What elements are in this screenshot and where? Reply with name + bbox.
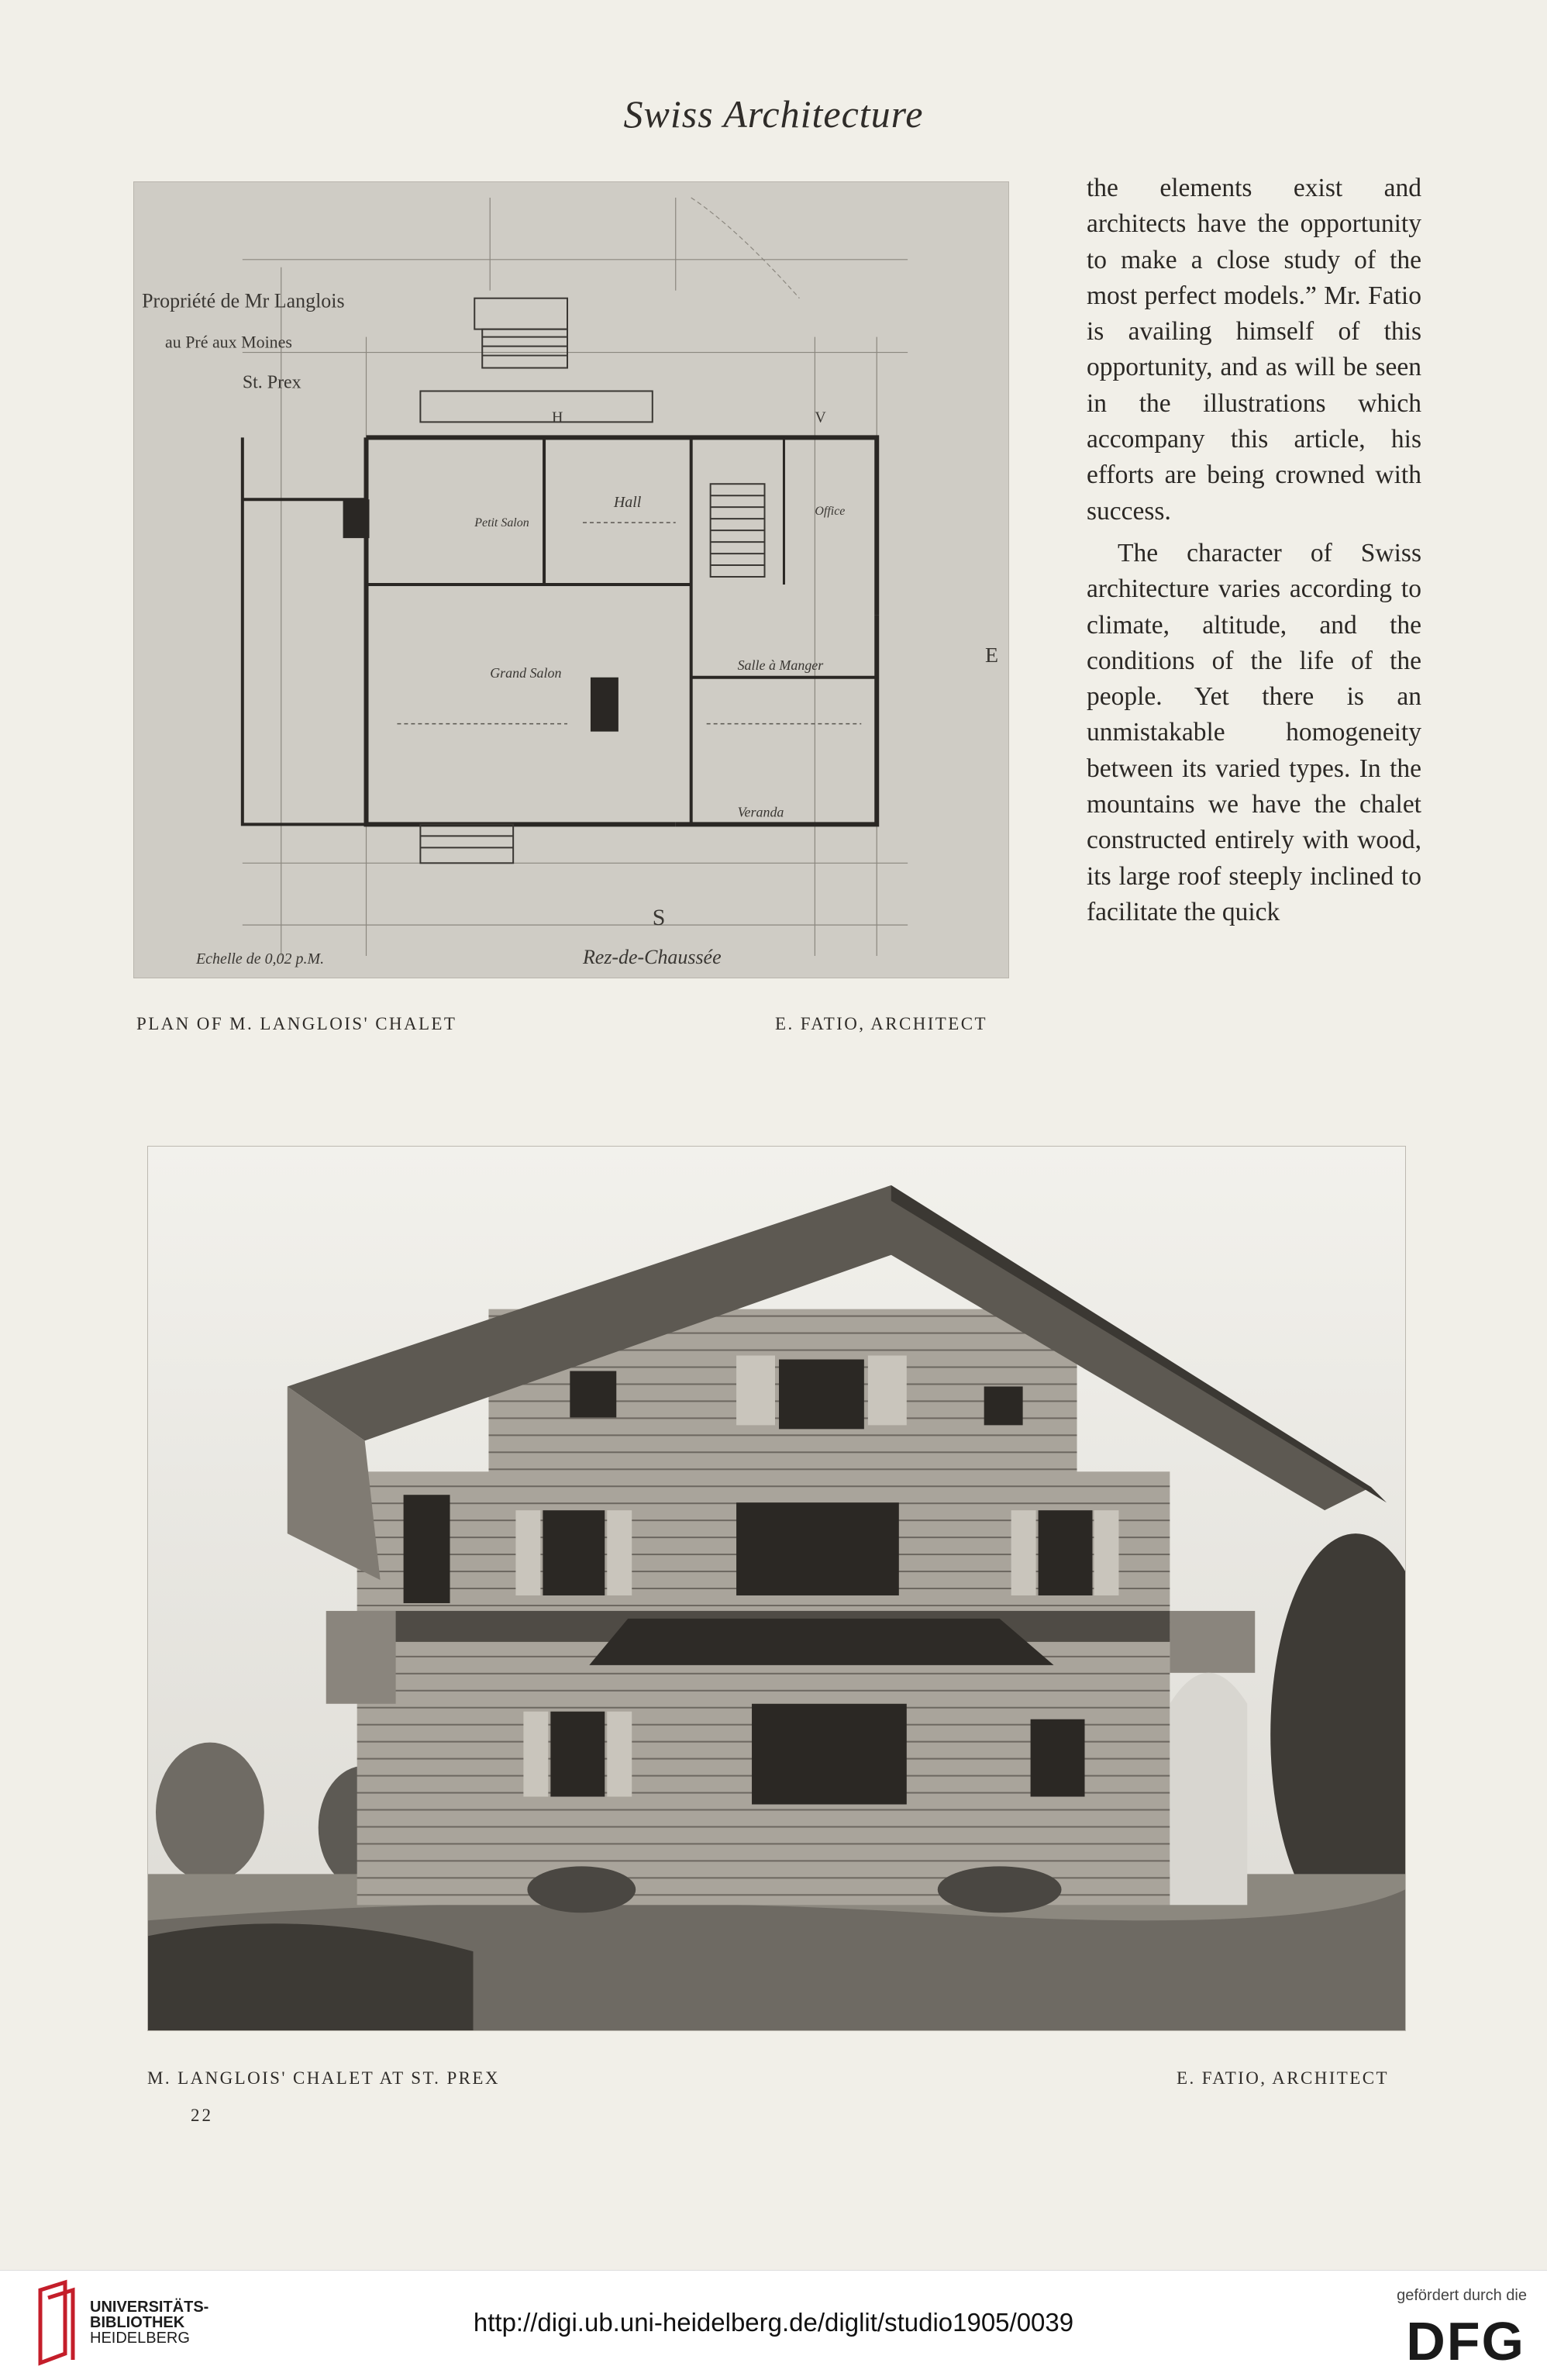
chalet-photo-image: [148, 1147, 1405, 2030]
floor-plan-illustration: [133, 181, 1009, 978]
photo-caption-right: E. FATIO, ARCHITECT: [1177, 2068, 1389, 2088]
compass-h: H: [552, 409, 563, 426]
sponsor-text: gefördert durch die: [1397, 2287, 1527, 2304]
plan-title-line-1: Propriété de Mr Langlois: [142, 289, 345, 312]
room-label-veranda: Veranda: [737, 804, 784, 820]
room-label-office: Office: [815, 505, 846, 519]
room-label-petit-salon: Petit Salon: [474, 516, 529, 530]
plan-title-line-3: St. Prex: [242, 372, 301, 393]
chalet-photograph: [147, 1146, 1406, 2031]
article-paragraph-1: the elements exist and architects have the opportunity to make a close study of the most perfect models.” Mr. Fatio is availing himself of this opportunity, and as will be seen in the illustrations which accompany this article, his efforts are being crowned with success.: [1087, 174, 1421, 526]
room-label-hall: Hall: [613, 494, 642, 512]
article-paragraph-2: The character of Swiss architecture varies according to climate, altitude, and the conditions of the life of the people. Yet there is an unmistakable homogeneity between its varied types. In the mountains we have the chalet constructed entirely with wood, its large roof steeply inclined to facilitate the quick: [1087, 538, 1421, 926]
source-url-link[interactable]: http://digi.ub.uni-heidelberg.de/diglit/studio1905/0039: [473, 2308, 1074, 2337]
plan-floor-label: Rez-de-Chaussée: [582, 946, 722, 969]
running-title: Swiss Architecture: [623, 92, 924, 136]
compass-v: V: [815, 409, 826, 426]
plan-scale-label: Echelle de 0,02 p.M.: [195, 950, 325, 968]
plan-caption-left: PLAN OF M. LANGLOIS' CHALET: [136, 1014, 457, 1033]
floor-plan-drawing: [134, 182, 1008, 978]
article-text-column: [1087, 171, 1421, 930]
plan-title-line-2: au Pré aux Moines: [165, 332, 292, 352]
library-name-line-2: BIBLIOTHEK: [90, 2314, 185, 2331]
library-name-line-1: UNIVERSITÄTS-: [90, 2299, 209, 2316]
compass-south: S: [652, 905, 666, 931]
page-number: 22: [191, 2106, 213, 2125]
dfg-logo: DFG: [1406, 2311, 1525, 2371]
plan-caption-right: E. FATIO, ARCHITECT: [775, 1014, 987, 1033]
compass-east: E: [984, 643, 999, 667]
room-label-salle-a-manger: Salle à Manger: [737, 657, 824, 673]
library-name-line-3: HEIDELBERG: [90, 2330, 190, 2347]
room-label-grand-salon: Grand Salon: [490, 664, 562, 681]
photo-caption-left: M. LANGLOIS' CHALET AT ST. PREX: [147, 2068, 500, 2088]
